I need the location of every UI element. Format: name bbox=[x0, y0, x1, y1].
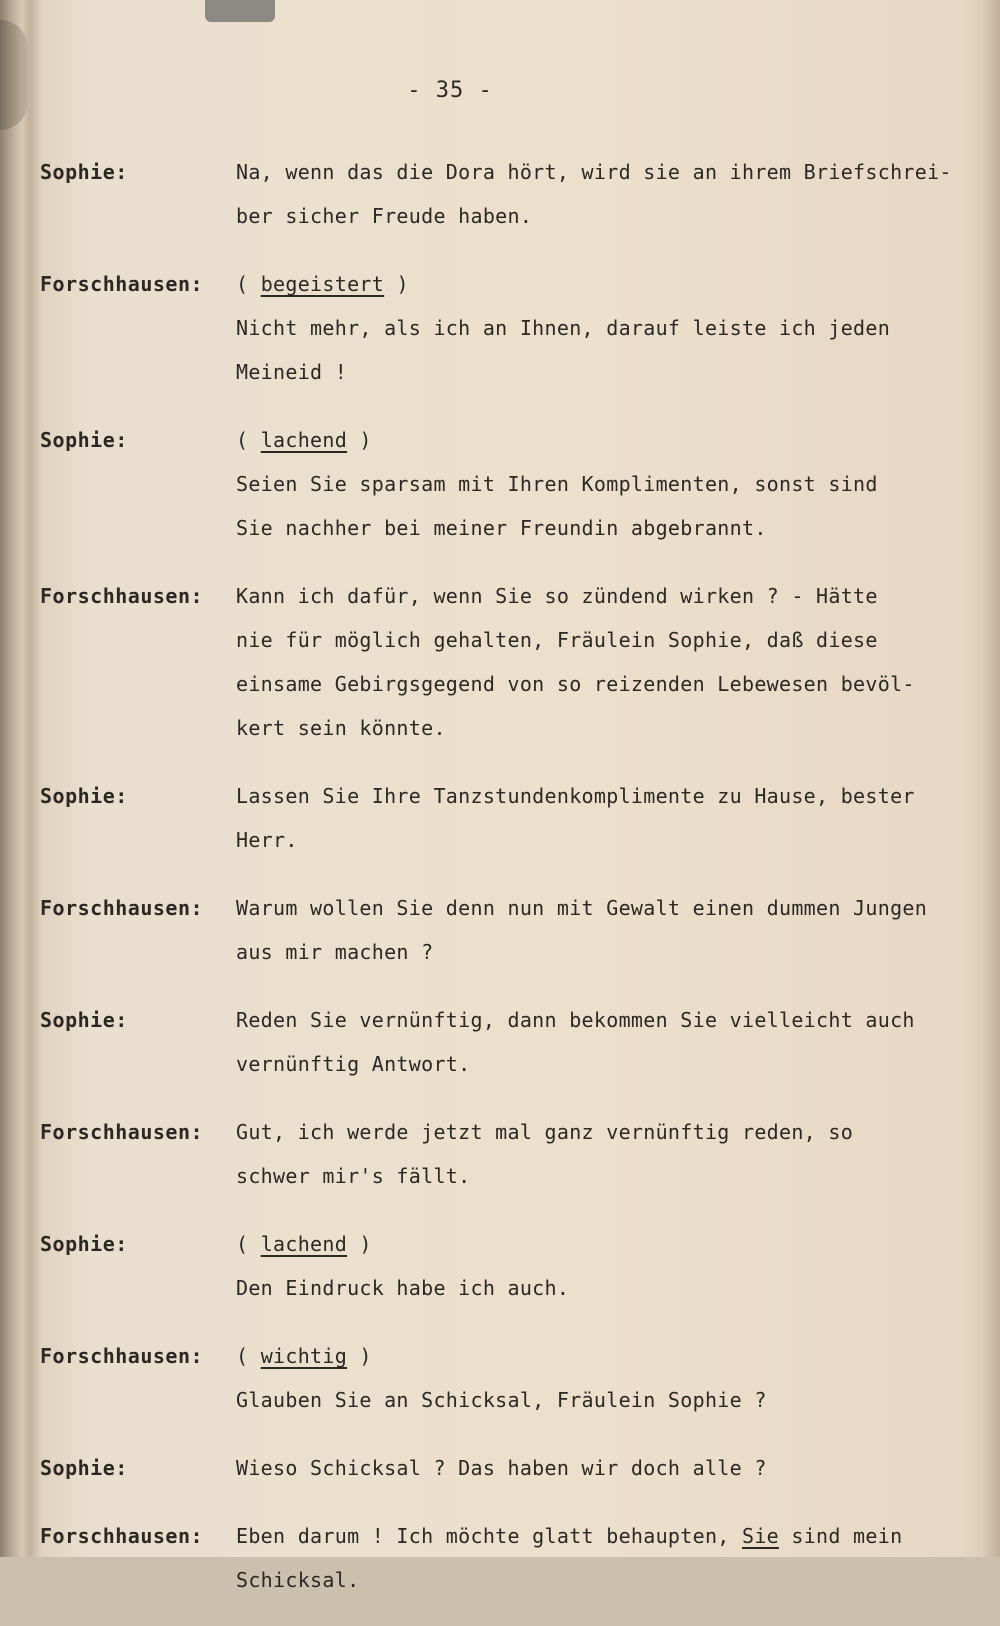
binding-shadow bbox=[0, 20, 28, 130]
speech-text bbox=[236, 1514, 970, 1602]
dialogue-entry bbox=[40, 1110, 970, 1198]
speaker-name: Sophie: bbox=[40, 784, 128, 808]
dialogue-entry bbox=[40, 150, 970, 238]
speech-line: Glauben Sie an Schicksal, Fräulein Sophie ? bbox=[236, 1388, 767, 1412]
stage-direction-text: lachend bbox=[260, 428, 348, 452]
speech-text bbox=[236, 574, 970, 750]
speech-text bbox=[236, 1446, 970, 1490]
speech-text bbox=[236, 418, 970, 550]
speaker-name: Forschhausen: bbox=[40, 272, 204, 296]
speech-line: Kann ich dafür, wenn Sie so zündend wirken ? - Hätte bbox=[236, 584, 878, 608]
speaker-name: Sophie: bbox=[40, 1232, 128, 1256]
stage-direction: ( lachend ) bbox=[236, 428, 372, 452]
speech-line: Meineid ! bbox=[236, 360, 348, 384]
dialogue-entry bbox=[40, 774, 970, 862]
dialogue-entry bbox=[40, 574, 970, 750]
page-number: - 35 - bbox=[407, 78, 493, 103]
speech-line: Herr. bbox=[236, 828, 298, 852]
speaker-name: Sophie: bbox=[40, 428, 128, 452]
stage-direction: ( lachend ) bbox=[236, 1232, 372, 1256]
speech-line: Sie nachher bei meiner Freundin abgebrannt. bbox=[236, 516, 767, 540]
speech-text bbox=[236, 886, 970, 974]
dialogue-entry bbox=[40, 1222, 970, 1310]
dialogue-entry bbox=[40, 1334, 970, 1422]
speech-line: schwer mir's fällt. bbox=[236, 1164, 471, 1188]
speaker-name: Forschhausen: bbox=[40, 1344, 204, 1368]
speech-line: Lassen Sie Ihre Tanzstundenkomplimente zu Hause, bester bbox=[236, 784, 915, 808]
speech-line: aus mir machen ? bbox=[236, 940, 434, 964]
paper-clip bbox=[205, 0, 275, 22]
speech-line: Den Eindruck habe ich auch. bbox=[236, 1276, 570, 1300]
speaker-name: Forschhausen: bbox=[40, 896, 204, 920]
speech-line: vernünftig Antwort. bbox=[236, 1052, 471, 1076]
binding-edge bbox=[0, 0, 42, 1557]
speech-line: Gut, ich werde jetzt mal ganz vernünftig reden, so bbox=[236, 1120, 854, 1144]
stage-direction-text: lachend bbox=[260, 1232, 348, 1256]
stage-direction: ( begeistert ) bbox=[236, 272, 409, 296]
speaker-name: Sophie: bbox=[40, 1456, 128, 1480]
speech-line: Warum wollen Sie denn nun mit Gewalt einen dummen Jungen bbox=[236, 896, 928, 920]
speaker-name: Forschhausen: bbox=[40, 1120, 204, 1144]
speech-text bbox=[236, 1222, 970, 1310]
speech-text bbox=[236, 262, 970, 394]
speech-line: nie für möglich gehalten, Fräulein Sophie, daß diese bbox=[236, 628, 878, 652]
dialogue-entry bbox=[40, 418, 970, 550]
dialogue-entry bbox=[40, 262, 970, 394]
speech-line: kert sein könnte. bbox=[236, 716, 446, 740]
speech-text bbox=[236, 1110, 970, 1198]
speech-text bbox=[236, 998, 970, 1086]
speaker-name: Sophie: bbox=[40, 1008, 128, 1032]
speech-text bbox=[236, 1334, 970, 1422]
speech-line: Schicksal. bbox=[236, 1568, 360, 1592]
speech-line: ber sicher Freude haben. bbox=[236, 204, 533, 228]
stage-direction: ( wichtig ) bbox=[236, 1344, 372, 1368]
dialogue-entry bbox=[40, 1514, 970, 1602]
speech-line: Reden Sie vernünftig, dann bekommen Sie vielleicht auch bbox=[236, 1008, 915, 1032]
script-dialogue bbox=[40, 150, 970, 1626]
speech-line: Wieso Schicksal ? Das haben wir doch alle ? bbox=[236, 1456, 767, 1480]
speech-line: Eben darum ! Ich möchte glatt behaupten, Sie sind mein bbox=[236, 1524, 903, 1548]
emphasized-word: Sie bbox=[741, 1524, 780, 1548]
speech-line: Na, wenn das die Dora hört, wird sie an ihrem Briefschrei- bbox=[236, 160, 952, 184]
dialogue-entry bbox=[40, 1446, 970, 1490]
speaker-name: Forschhausen: bbox=[40, 1524, 204, 1548]
stage-direction-text: begeistert bbox=[260, 272, 385, 296]
speech-text bbox=[236, 150, 970, 238]
page-right-edge bbox=[982, 0, 1000, 1557]
dialogue-entry bbox=[40, 886, 970, 974]
dialogue-entry bbox=[40, 998, 970, 1086]
speech-text bbox=[236, 774, 970, 862]
speech-line: einsame Gebirgsgegend von so reizenden Lebewesen bevöl- bbox=[236, 672, 915, 696]
speech-line: Seien Sie sparsam mit Ihren Komplimenten, sonst sind bbox=[236, 472, 878, 496]
stage-direction-text: wichtig bbox=[260, 1344, 348, 1368]
speaker-name: Forschhausen: bbox=[40, 584, 204, 608]
speaker-name: Sophie: bbox=[40, 160, 128, 184]
speech-line: Nicht mehr, als ich an Ihnen, darauf leiste ich jeden bbox=[236, 316, 891, 340]
